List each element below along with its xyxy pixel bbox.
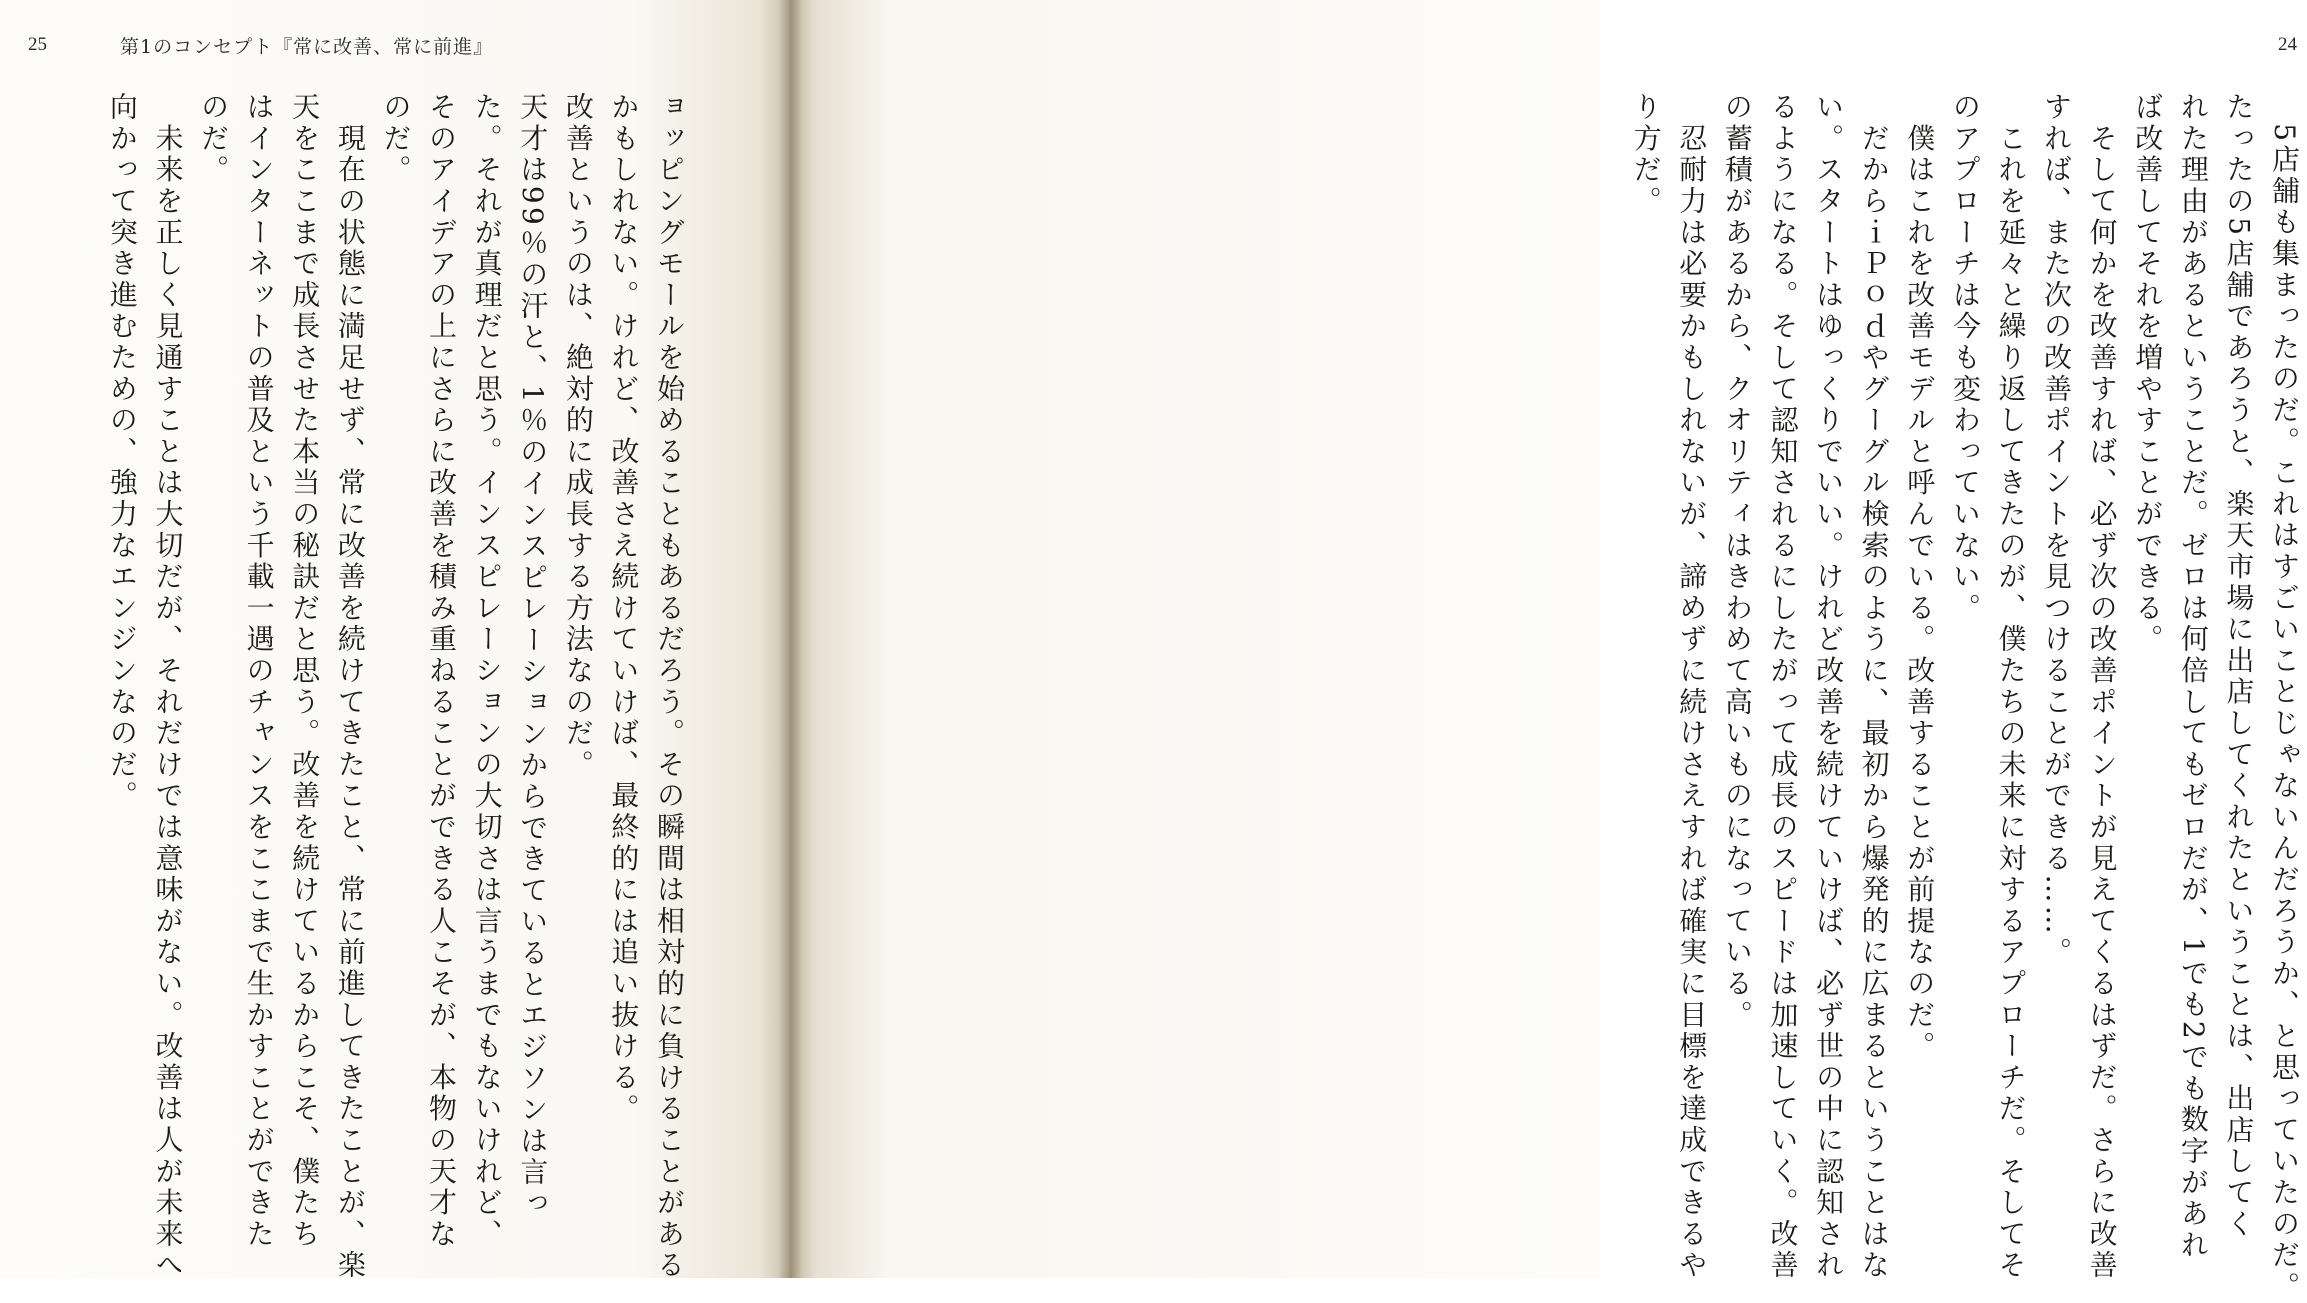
page-number-left: 25 (28, 34, 47, 55)
right-page-body-text: 5店舗も集まったのだ。これはすごいことじゃないんだろうか、と思っていたのだ。 たったの5店舗であろうと、楽天市場に出店してくれたということは、出店してく れた理由があるということだ。ゼロは何倍してもゼロだが、1でも2でも数字があれ ば改善してそれを増やすことができる。 そして何かを改善すれば、必ず次の改善ポイントが見えてくるはずだ。さらに改善 すれば、また次の改善ポイントを見つけることができる……。 これを延々と繰り返してきたのが、僕たちの未来に対するアプローチだ。そしてそ のアプローチは今も変わっていない。 僕はこれを改善モデルと呼んでいる。改善することが前提なのだ。 だからｉＰｏｄやグーグル検索のように、最初から爆発的に広まるということはな い。スタートはゆっくりでいい。けれど改善を続けていけば、必ず世の中に認知され るようになる。そして認知されるにしたがって成長のスピードは加速していく。改善 の蓄積があるから、クオリティはきわめて高いものになっている。 忍耐力は必要かもしれないが、諦めずに続けさえすれば確実に目標を達成できるや り方だ。 (1629, 92, 2301, 1303)
left-page-body-text: ョッピングモールを始めることもあるだろう。その瞬間は相対的に負けることがある かもしれない。けれど、改善さえ続けていけば、最終的には追い抜ける。 改善というのは、絶対的に成長する方法なのだ。 天才は99％の汗と、1％のインスピレーションからできているとエジソンは言っ た。それが真理だと思う。インスピレーションの大切さは言うまでもないけれど、 そのアイデアの上にさらに改善を積み重ねることができる人こそが、本物の天才な のだ。 現在の状態に満足せず、常に改善を続けてきたこと、常に前進してきたことが、楽 天をここまで成長させた本当の秘訣だと思う。改善を続けているからこそ、僕たち はインターネットの普及という千載一遇のチャンスをここまで生かすことができた のだ。 未来を正しく見通すことは大切だが、それだけでは意味がない。改善は人が未来へ 向かって突き進むための、強力なエンジンなのだ。 (105, 92, 686, 1282)
right-page (790, 0, 2301, 1303)
left-page (0, 0, 790, 1282)
book-gutter (778, 0, 802, 1278)
page-number-right: 24 (2278, 34, 2297, 55)
running-head: 第1のコンセプト『常に改善、常に前進』 (120, 36, 494, 58)
